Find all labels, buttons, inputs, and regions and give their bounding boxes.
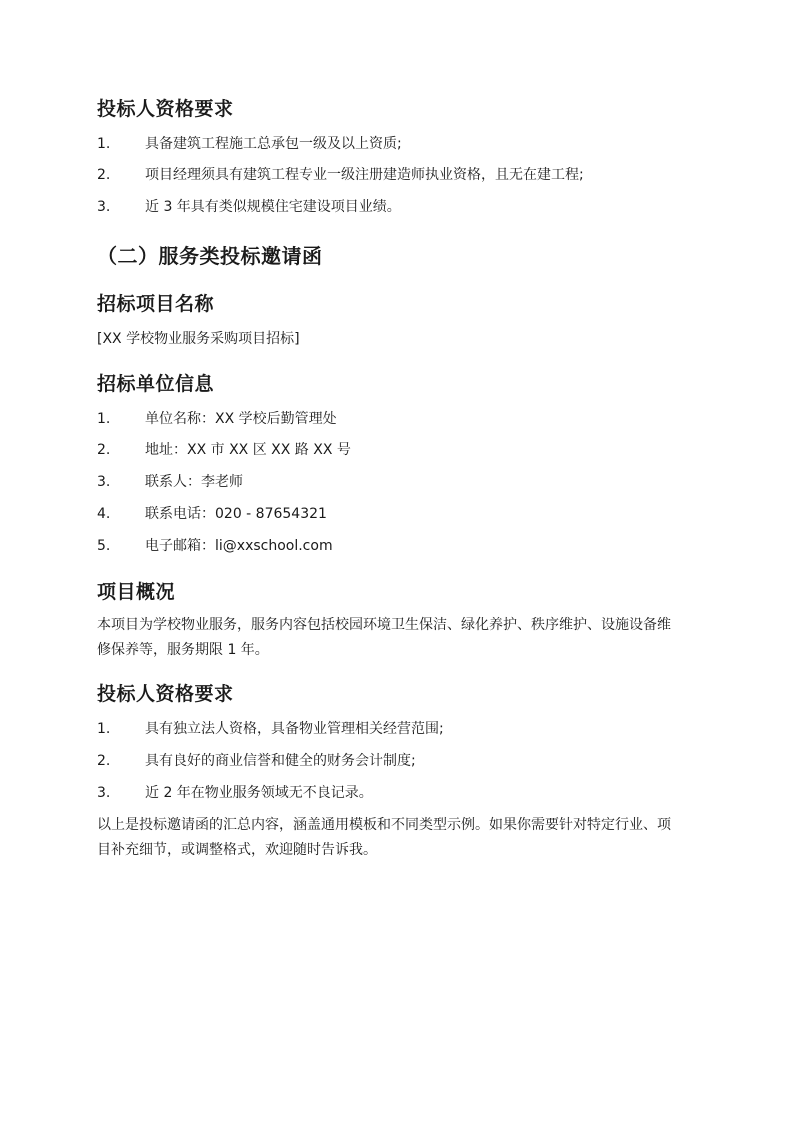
subheading-bidder-qualifications: 投标人资格要求 (97, 683, 234, 705)
list-text: 项目经理须具有建筑工程专业一级注册建造师执业资格，且无在建工程; (145, 167, 584, 183)
closing-paragraph: 以上是投标邀请函的汇总内容，涵盖通用模板和不同类型示例。如果你需要针对特定行业、项 目补充细节，或调整格式，欢迎随时告诉我。 (97, 817, 671, 858)
section-heading-qualifications: 投标人资格要求 (97, 98, 234, 120)
list-number: 1. (97, 721, 111, 737)
subheading-project-overview: 项目概况 (97, 581, 176, 603)
project-overview-text: 本项目为学校物业服务，服务内容包括校园环境卫生保洁、绿化养护、秩序维护、设施设备维 修保养等，服务期限 1 年。 (97, 617, 671, 658)
list-text: 单位名称：XX 学校后勤管理处 (145, 411, 337, 427)
list-text: 具有良好的商业信誉和健全的财务会计制度; (145, 753, 416, 769)
list-number: 3. (97, 199, 111, 215)
list-number: 3. (97, 785, 111, 801)
subheading-unit-info: 招标单位信息 (97, 373, 215, 395)
list-number: 2. (97, 753, 111, 769)
project-name-text: [XX 学校物业服务采购项目招标] (97, 331, 300, 347)
list-number: 4. (97, 506, 111, 522)
list-text: 具有独立法人资格，具备物业管理相关经营范围; (145, 721, 444, 737)
list-text: 近 2 年在物业服务领域无不良记录。 (145, 785, 373, 801)
list-number: 2. (97, 167, 111, 183)
list-text: 近 3 年具有类似规模住宅建设项目业绩。 (145, 199, 401, 215)
list-number: 5. (97, 538, 111, 554)
list-text: 联系人：李老师 (145, 474, 243, 490)
list-text: 联系电话：020 - 87654321 (145, 506, 327, 522)
list-number: 2. (97, 442, 111, 458)
list-text: 具备建筑工程施工总承包一级及以上资质; (145, 136, 402, 152)
list-number: 3. (97, 474, 111, 490)
list-number: 1. (97, 411, 111, 427)
list-number: 1. (97, 136, 111, 152)
subheading-project-name: 招标项目名称 (97, 293, 215, 315)
section-heading-service-invitation: （二）服务类投标邀请函 (97, 244, 323, 268)
list-text: 地址：XX 市 XX 区 XX 路 XX 号 (145, 442, 351, 458)
list-text: 电子邮箱：li@xxschool.com (145, 538, 333, 554)
